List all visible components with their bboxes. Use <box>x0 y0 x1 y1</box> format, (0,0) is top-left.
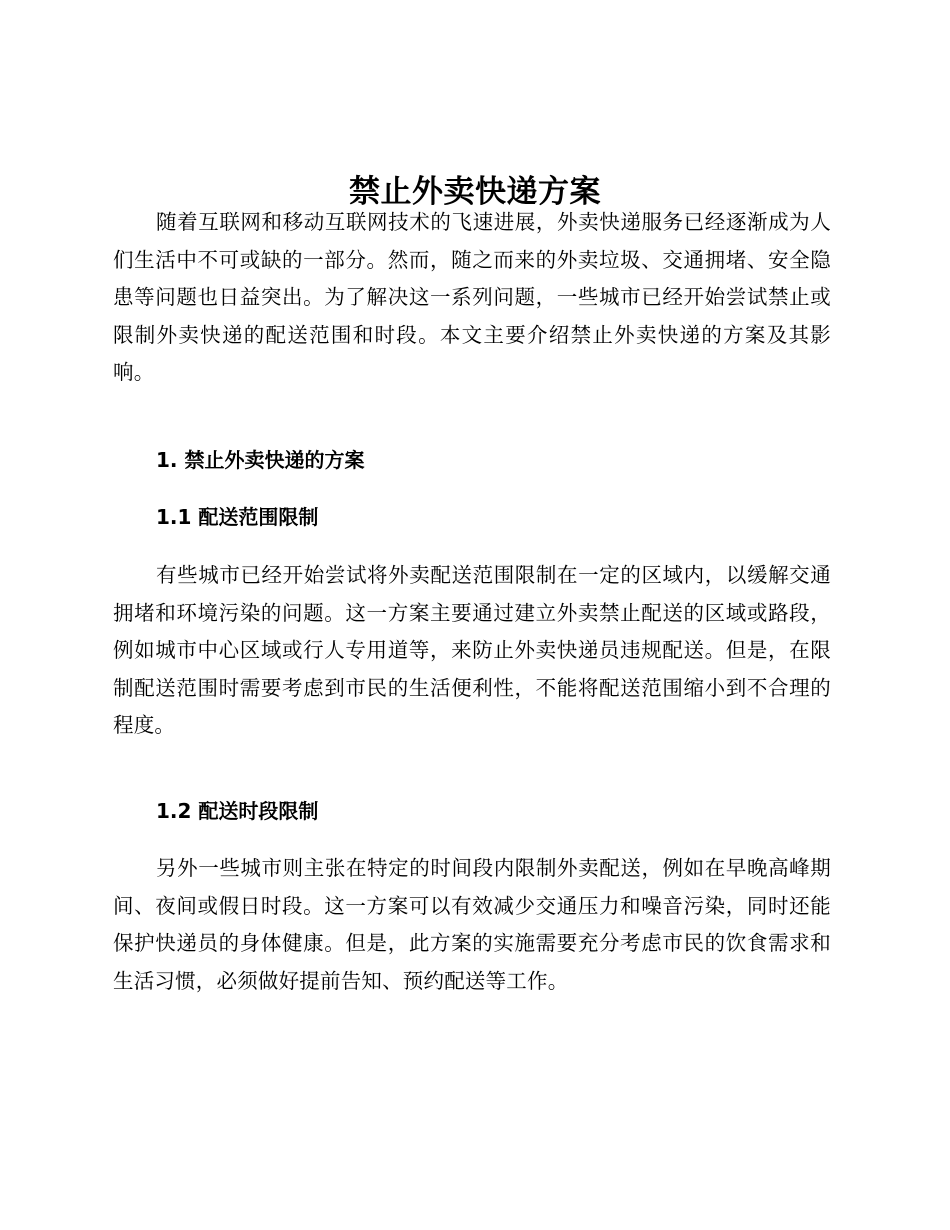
section-1-2-heading: 1.2 配送时段限制 <box>156 799 319 823</box>
intro-paragraph: 随着互联网和移动互联网技术的飞速进展，外卖快递服务已经逐渐成为人们生活中不可或缺的一部分。然而，随之而来的外卖垃圾、交通拥堵、安全隐患等问题也日益突出。为了解决这一系列问题，一些城市已经开始尝试禁止或限制外卖快递的配送范围和时段。本文主要介绍禁止外卖快递的方案及其影响。 <box>113 210 831 384</box>
section-1-1-heading: 1.1 配送范围限制 <box>156 505 319 529</box>
section-1-2-paragraph: 另外一些城市则主张在特定的时间段内限制外卖配送，例如在早晚高峰期间、夜间或假日时段。这一方案可以有效减少交通压力和噪音污染，同时还能保护快递员的身体健康。但是，此方案的实施需要充分考虑市民的饮食需求和生活习惯，必须做好提前告知、预约配送等工作。 <box>113 856 831 993</box>
document-title: 禁止外卖快递方案 <box>349 173 601 210</box>
section-1-1-paragraph: 有些城市已经开始尝试将外卖配送范围限制在一定的区域内，以缓解交通拥堵和环境污染的问题。这一方案主要通过建立外卖禁止配送的区域或路段，例如城市中心区域或行人专用道等，来防止外卖快递员违规配送。但是，在限制配送范围时需要考虑到市民的生活便利性，不能将配送范围缩小到不合理的程度。 <box>113 563 831 737</box>
section-1-heading: 1. 禁止外卖快递的方案 <box>156 448 365 472</box>
